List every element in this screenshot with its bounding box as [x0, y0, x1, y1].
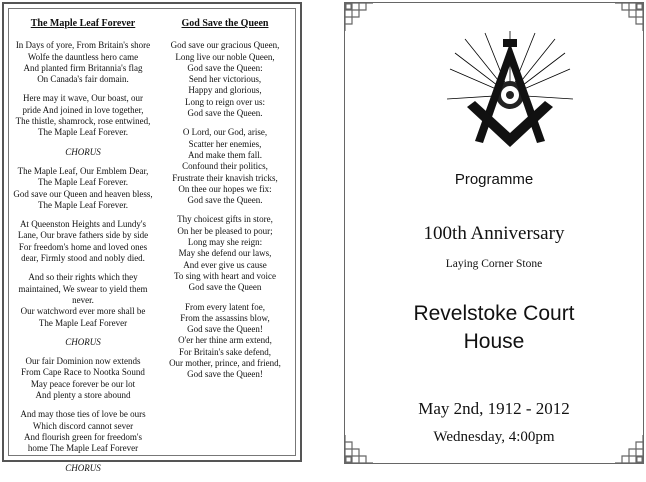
lyric-line: For freedom's home and loved ones [18, 241, 148, 252]
lyric-line: Send her victorious, [188, 74, 262, 85]
lyric-line: Here may it wave, Our boast, our [23, 93, 143, 104]
anthem-title: God Save the Queen [181, 18, 269, 29]
lyric-line: From every latent foe, [185, 301, 265, 312]
maple-leaf-column [12, 18, 154, 482]
lyric-line: And planted firm Britannia's flag [23, 62, 143, 73]
lyric-line: God save the Queen! [187, 324, 263, 335]
lyric-line: O Lord, our God, arise, [182, 127, 268, 138]
lyric-line: The Maple Leaf, Our Emblem Dear, [17, 165, 149, 176]
maple-stanza-3 [12, 219, 154, 264]
court-title-line-1: Revelstoke Court [413, 302, 575, 325]
maple-stanza-5 [12, 356, 154, 401]
anthem-stanza-2 [160, 127, 290, 206]
lyric-line: O'er her thine arm extend, [178, 335, 272, 346]
decorative-corner-icon [614, 2, 644, 32]
lyrics-panel [2, 2, 302, 473]
lyric-line: To sing with heart and voice [173, 270, 277, 281]
lyric-line: God save the Queen. [187, 108, 263, 119]
lyric-line: Happy and glorious, [188, 85, 262, 96]
anthem-column [160, 18, 290, 389]
lyric-line: On her be pleased to pour; [177, 225, 273, 236]
lyric-line: Confound their politics, [182, 161, 268, 172]
lyric-line: And make them fall. [188, 149, 262, 160]
lyric-line: Long live our noble Queen, [175, 51, 275, 62]
lyric-line: Lane, Our brave fathers side by side [17, 230, 149, 241]
anthem-stanza-1 [160, 40, 290, 119]
lyric-line: God save our gracious Queen, [170, 40, 280, 51]
anniversary-title: 100th Anniversary [423, 223, 565, 244]
lyric-line: Which discord cannot sever [32, 420, 134, 431]
lyric-line: Our watchword ever more shall be [20, 306, 146, 317]
lyric-line: May she defend our laws, [178, 248, 272, 259]
lyric-line: Frustrate their knavish tricks, [172, 172, 278, 183]
chorus-label: CHORUS [65, 146, 101, 157]
lyric-line: The Maple Leaf Forever. [38, 127, 128, 138]
square-and-compass-emblem-icon [445, 29, 575, 159]
court-house-title [345, 300, 643, 356]
court-title-line-2: House [463, 330, 525, 353]
date-range: May 2nd, 1912 - 2012 [418, 399, 570, 418]
chorus-label: CHORUS [65, 462, 101, 473]
lyric-line: At Queenston Heights and Lundy's [19, 219, 147, 230]
lyric-line: And ever give us cause [183, 259, 267, 270]
lyric-line: Our fair Dominion now extends [25, 356, 141, 367]
lyric-line: And flourish green for freedom's [23, 431, 143, 442]
lyric-line: Wolfe the dauntless hero came [27, 51, 139, 62]
day-time: Wednesday, 4:00pm [433, 429, 555, 445]
lyric-line: And plenty a store abound [35, 390, 131, 401]
maple-stanza-4 [12, 272, 154, 328]
lyric-line: And may those ties of love be ours [20, 409, 146, 420]
maple-chorus-stanza [12, 166, 154, 211]
maple-leaf-title: The Maple Leaf Forever [30, 18, 136, 29]
lyric-line: From Cape Race to Nootka Sound [21, 367, 145, 378]
programme-heading: Programme [454, 171, 534, 188]
lyric-line: Long to reign over us: [185, 96, 265, 107]
lyric-line: In Days of yore, From Britain's shore [15, 40, 151, 51]
lyric-line: God save our Queen and heaven bless, [13, 188, 153, 199]
lyric-line: pride And joined in love together, [22, 104, 144, 115]
lyric-line: The thistle, shamrock, rose entwined, [15, 116, 151, 127]
cover-panel [344, 2, 644, 464]
maple-stanza-1 [12, 40, 154, 85]
lyric-line: Scatter her enemies, [188, 138, 262, 149]
lyric-line: And so their rights which they [28, 272, 138, 283]
maple-stanza-6 [12, 409, 154, 454]
lyric-line: God save the Queen. [187, 195, 263, 206]
lyric-line: Our mother, prince, and friend, [169, 358, 281, 369]
lyric-line: The Maple Leaf Forever. [38, 177, 128, 188]
lyric-line: May peace forever be our lot [30, 378, 136, 389]
lyric-line: maintained, We swear to yield them [18, 283, 148, 294]
chorus-label: CHORUS [65, 336, 101, 347]
lyric-line: Thy choicest gifts in store, [177, 214, 273, 225]
lyric-line: God save the Queen: [187, 62, 263, 73]
lyric-line: dear, Firmly stood and nobly died. [21, 253, 145, 264]
lyric-line: The Maple Leaf Forever. [38, 199, 128, 210]
lyric-line: Long may she reign: [187, 237, 263, 248]
maple-stanza-2 [12, 93, 154, 138]
lyric-line: God save the Queen! [187, 369, 263, 380]
laying-corner-stone-text: Laying Corner Stone [445, 258, 543, 270]
lyric-line: From the assassins blow, [180, 312, 270, 323]
anthem-stanza-3 [160, 214, 290, 293]
lyric-line: For Britain's sake defend, [178, 346, 272, 357]
lyric-line: On Canada's fair domain. [37, 74, 129, 85]
lyric-line: never. [72, 294, 94, 305]
lyric-line: God save the Queen [188, 282, 262, 293]
anthem-stanza-4 [160, 302, 290, 381]
lyric-line: The Maple Leaf Forever [38, 317, 128, 328]
lyric-line: home The Maple Leaf Forever [27, 443, 139, 454]
decorative-corner-icon [344, 2, 374, 32]
lyric-line: On thee our hopes we fix: [178, 183, 272, 194]
